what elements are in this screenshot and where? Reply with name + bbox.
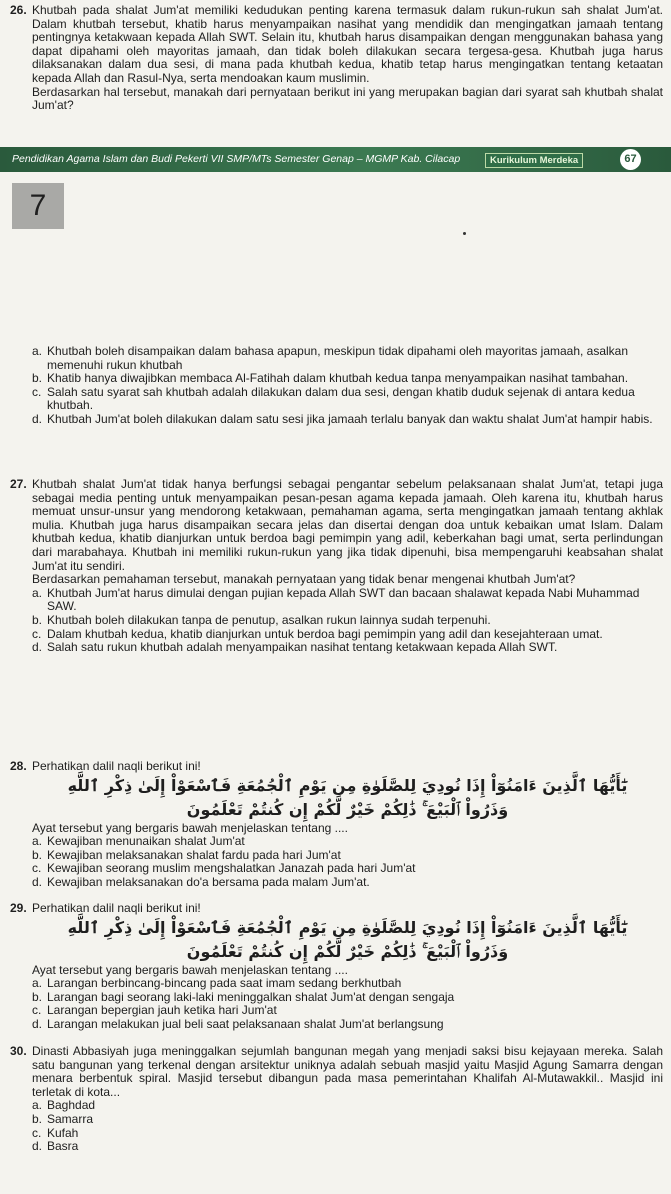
question-27 (10, 478, 663, 655)
question-27-stem: 27. Khutbah shalat Jum'at tidak hanya berfungsi sebagai pengantar sebelum pelaksanaan shalat Jum'at, tetapi juga sebagai media penting untuk menyampaikan pesan-pesan agama kepada jamaah. Oleh karena itu, khutbah harus memuat unsur-unsur yang mendorong ketakwaan, pemahaman agama, serta mengingatkan jamaah tentang akhlak mulia. Khutbah juga harus disampaikan secara jelas dan disertai dengan doa untuk kebaikan umat Islam. Dalam khutbah kedua, khatib dianjurkan untuk berdoa bagi pemimpin yang adil, keberkahan bagi umat, serta perlindungan dari marabahaya. Khutbah ini memiliki rukun-rukun yang jika tidak dipenuhi, bisa mempengaruhi keabsahan shalat Jum'at itu sendiri. (10, 477, 663, 573)
option-b[interactable]: b. Kewajiban melaksanakan shalat fardu pada hari Jum'at (32, 847, 341, 862)
question-26-stem (10, 4, 663, 86)
question-26-prompt: Berdasarkan hal tersebut, manakah dari pernyataan berikut ini yang merupakan bagian dari syarat sah khutbah shalat Jum'at? (32, 84, 663, 113)
option-c[interactable]: c. Dalam khutbah kedua, khatib dianjurkan untuk berdoa bagi pemimpin yang adil dan kesejahteraan umat. (32, 626, 603, 641)
option-b[interactable]: b. Larangan bagi seorang laki-laki meninggalkan shalat Jum'at dengan sengaja (32, 989, 455, 1004)
option-c[interactable]: c. Larangan bepergian jauh ketika hari Jum'at (32, 1003, 277, 1018)
option-a[interactable]: a. Kewajiban menunaikan shalat Jum'at (32, 834, 245, 849)
question-28 (10, 760, 663, 890)
quran-verse-line-2: وَذَرُواْ ٱلْبَيْعَ ۚ ذَٰلِكُمْ خَيْرٌ لَّكُمْ إِن كُنتُمْ تَعْلَمُونَ (186, 799, 509, 819)
option-c[interactable]: c. Kewajiban seorang muslim mengshalatkan Janazah pada hari Jum'at (32, 861, 416, 876)
question-number: 26. (10, 3, 27, 17)
option-a[interactable]: a. Larangan berbincang-bincang pada saat imam sedang berkhutbah (32, 976, 402, 991)
option-c[interactable]: c. Salah satu syarat sah khutbah adalah dilakukan dalam dua sesi, dengan khatib duduk sejenak di antara kedua khutbah. (32, 384, 635, 413)
option-a[interactable]: a. Khutbah boleh disampaikan dalam bahasa apapun, meskipun tidak dipahami oleh mayoritas jamaah, asalkan memenuhi rukun khutbah (32, 344, 629, 372)
page-footer (0, 147, 671, 172)
quran-verse-line-2: وَذَرُواْ ٱلْبَيْعَ ۚ ذَٰلِكُمْ خَيْرٌ لَّكُمْ إِن كُنتُمْ تَعْلَمُونَ (186, 941, 509, 961)
question-27-prompt: Berdasarkan pemahaman tersebut, manakah pernyataan yang tidak benar mengenai khutbah Jum'at? (32, 572, 576, 587)
option-b[interactable]: b. Samarra (32, 1111, 94, 1126)
curriculum-badge: Kurikulum Merdeka (485, 153, 583, 168)
question-29-prompt: Ayat tersebut yang bergaris bawah menjelaskan tentang .... (32, 962, 348, 977)
question-28-stem: 28. Perhatikan dalil naqli berikut ini! (10, 759, 201, 773)
question-29-stem: 29. Perhatikan dalil naqli berikut ini! (10, 901, 201, 915)
option-a[interactable]: a. Baghdad (32, 1098, 96, 1113)
quran-verse-line-1: يَٰٓأَيُّهَا ٱلَّذِينَ ءَامَنُوٓاْ إِذَا نُودِيَ لِلصَّلَوٰةِ مِن يَوْمِ ٱلْجُمُعَةِ فَٱسْعَوْاْ إِلَىٰ ذِكْرِ ٱللَّهِ (67, 917, 628, 937)
question-30-stem: 30. Dinasti Abbasiyah juga meninggalkan sejumlah bangunan megah yang menjadi saksi bisu kejayaan mereka. Salah satu bangunan yang terkenal dengan arsitektur uniknya adalah sebuah masjid yaitu Masjid Agung Samarra dengan menara berbentuk spiral. Masjid tersebut dibangun pada masa pemerintahan Khalifah Al-Mutawakkil.. Masjid ini terletak di kota... (10, 1044, 663, 1099)
option-d[interactable]: d. Basra (32, 1139, 79, 1154)
stray-dot (463, 232, 466, 235)
option-d[interactable]: d. Salah satu rukun khutbah adalah menyampaikan nasihat tentang ketakwaan kepada Allah SWT. (32, 640, 558, 655)
question-29 (10, 902, 663, 1032)
question-30 (10, 1045, 663, 1154)
chapter-number: 7 (12, 183, 64, 229)
option-c[interactable]: c. Kufah (32, 1125, 79, 1140)
option-b[interactable]: b. Khutbah boleh dilakukan tanpa de penutup, asalkan rukun lainnya sudah terpenuhi. (32, 612, 491, 627)
question-text: Khutbah pada shalat Jum'at memiliki kedudukan penting karena termasuk dalam rukun-rukun sah shalat Jum'at. Dalam khutbah tersebut, khatib harus menyampaikan nasihat yang mendidik dan mengingatkan jamaah tentang pentingnya ketakwaan kepada Allah SWT. Selain itu, khutbah harus disampaikan dengan menggunakan bahasa yang dapat dipahami oleh mayoritas jamaah, dan tidak boleh dilakukan secara tergesa-gesa. Khutbah juga harus dilaksanakan dalam dua sesi, di mana pada khutbah kedua, khatib tetap harus mengingatkan tentang ketaatan kepada Allah dan Rasul-Nya, serta mendoakan kaum muslimin. (32, 3, 663, 85)
option-d[interactable]: d. Khutbah Jum'at boleh dilakukan dalam satu sesi jika jamaah terlalu banyak dan waktu shalat Jum'at hampir habis. (32, 411, 653, 426)
option-d[interactable]: d. Larangan melakukan jual beli saat pelaksanaan shalat Jum'at berlangsung (32, 1016, 444, 1031)
page-number: 67 (620, 149, 641, 170)
question-26-options (10, 345, 663, 427)
option-b[interactable]: b. Khatib hanya diwajibkan membaca Al-Fatihah dalam khutbah kedua tanpa menyampaikan nasihat tambahan. (32, 371, 629, 386)
quran-verse-line-1: يَٰٓأَيُّهَا ٱلَّذِينَ ءَامَنُوٓاْ إِذَا نُودِيَ لِلصَّلَوٰةِ مِن يَوْمِ ٱلْجُمُعَةِ فَٱسْعَوْاْ إِلَىٰ ذِكْرِ ٱللَّهِ (67, 775, 628, 795)
question-26 (10, 4, 663, 113)
option-a[interactable]: a. Khutbah Jum'at harus dimulai dengan pujian kepada Allah SWT dan bacaan shalawat kepada Nabi Muhammad SAW. (32, 585, 640, 614)
book-title: Pendidikan Agama Islam dan Budi Pekerti VII SMP/MTs Semester Genap – MGMP Kab. Cilacap (12, 153, 461, 165)
option-d[interactable]: d. Kewajiban melaksanakan do'a bersama pada malam Jum'at. (32, 874, 370, 889)
question-28-prompt: Ayat tersebut yang bergaris bawah menjelaskan tentang .... (32, 820, 348, 835)
